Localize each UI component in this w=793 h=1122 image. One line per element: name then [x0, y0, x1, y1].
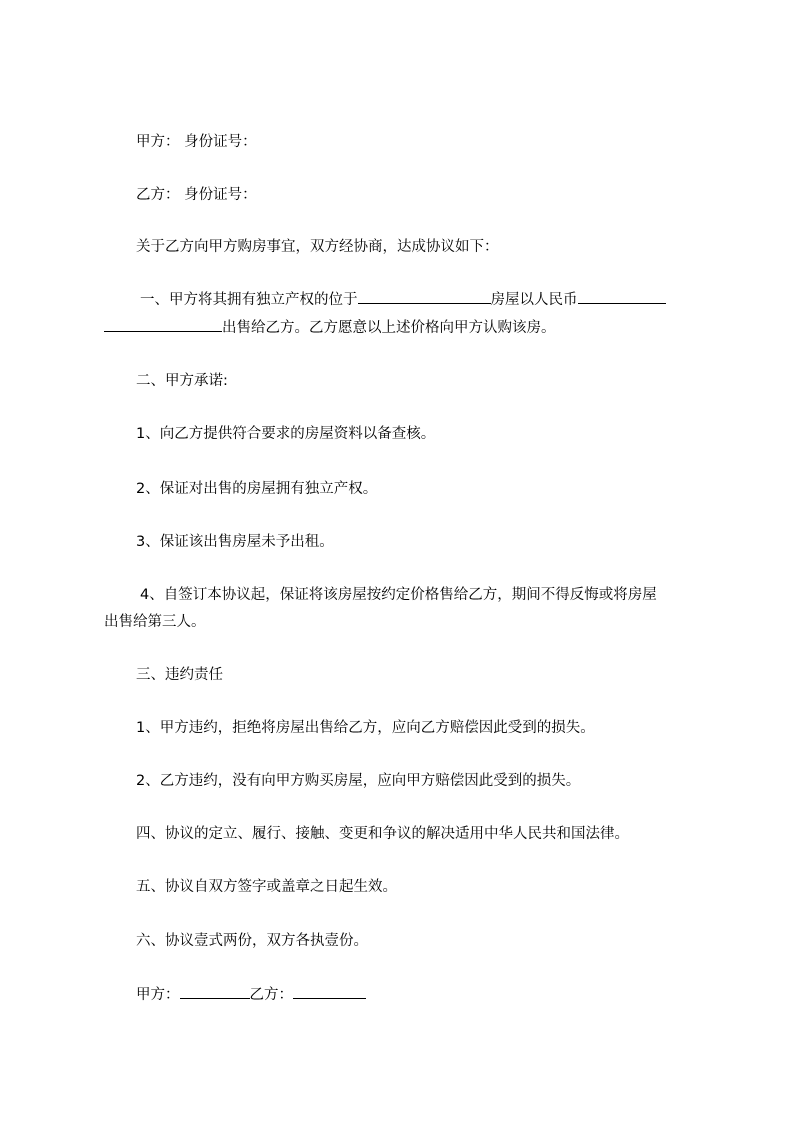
property-location-blank [358, 290, 491, 304]
clause2-item4-line2: 出售给第三人。 [104, 614, 206, 630]
clause2-heading: 二、甲方承诺: [136, 373, 228, 389]
clause6-paragraph: 六、协议壹式两份，双方各执壹份。 [136, 933, 368, 949]
clause2-item: 1、向乙方提供符合要求的房屋资料以备查核。 [136, 426, 436, 442]
clause2-item4-line1: 4、自签订本协议起，保证将该房屋按约定价格售给乙方，期间不得反悔或将房屋 [140, 587, 657, 603]
signature-line [136, 985, 366, 1005]
intro-paragraph: 关于乙方向甲方购房事宜，双方经协商，达成协议如下： [136, 239, 499, 255]
clause3-heading: 三、违约责任 [136, 667, 223, 683]
price-blank-part1 [578, 290, 666, 304]
clause4-paragraph: 四、协议的定立、履行、接触、变更和争议的解决适用中华人民共和国法律。 [136, 826, 629, 842]
party-b-id-line: 乙方： 身份证号： [136, 187, 257, 203]
party-a-signature-blank [180, 985, 250, 999]
clause3-item: 2、乙方违约，没有向甲方购买房屋，应向甲方赔偿因此受到的损失。 [136, 773, 581, 789]
clause2-item: 3、保证该出售房屋未予出租。 [136, 534, 334, 550]
clause1-middle: 房屋以人民币 [490, 292, 578, 308]
clause1-line1 [140, 290, 666, 310]
clause1-line2 [104, 318, 556, 338]
clause3-item: 1、甲方违约，拒绝将房屋出售给乙方，应向乙方赔偿因此受到的损失。 [136, 720, 595, 736]
price-blank-part2 [104, 318, 222, 332]
clause1-suffix: 出售给乙方。乙方愿意以上述价格向甲方认购该房。 [222, 320, 556, 336]
clause5-paragraph: 五、协议自双方签字或盖章之日起生效。 [136, 879, 397, 895]
party-b-signature-label: 乙方： [249, 987, 293, 1003]
clause1-prefix: 一、甲方将其拥有独立产权的位于 [140, 292, 358, 308]
clause2-item: 2、保证对出售的房屋拥有独立产权。 [136, 481, 378, 497]
party-b-signature-blank [293, 985, 366, 999]
party-a-signature-label: 甲方： [136, 987, 180, 1003]
party-a-id-line: 甲方： 身份证号： [136, 134, 257, 150]
